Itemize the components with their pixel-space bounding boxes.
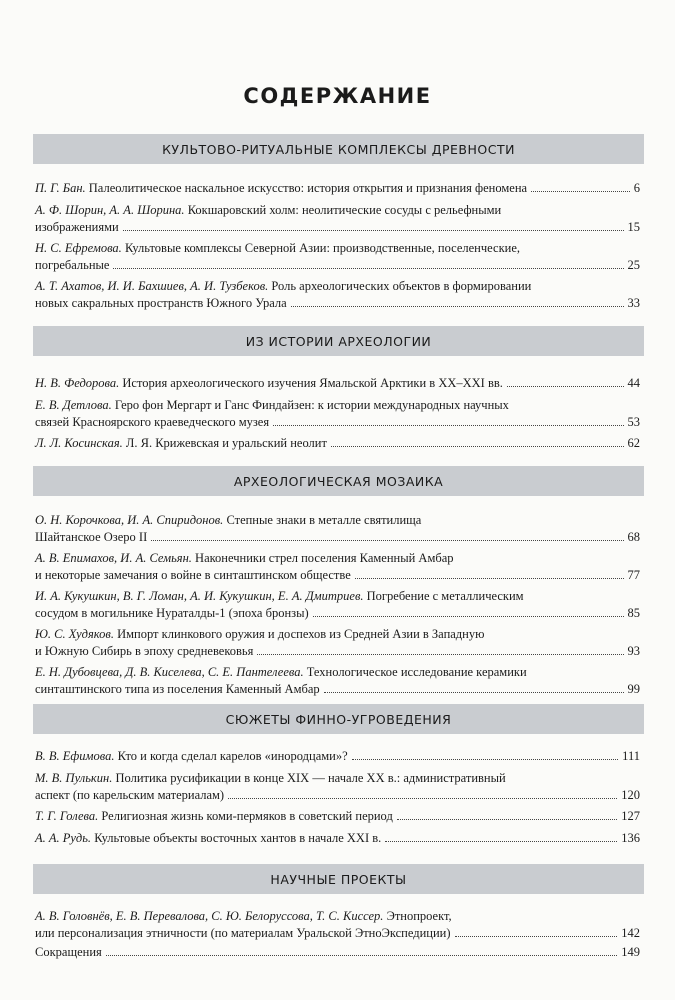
- dot-leader: [313, 616, 624, 617]
- toc-entry[interactable]: [35, 944, 640, 961]
- page-number: 136: [621, 831, 640, 845]
- toc-entry-text: [35, 279, 531, 293]
- toc-entry-title: Этнопроект,: [386, 909, 452, 923]
- toc-entry-title: История археологического изучения Ямальской Арктики в XX–XXI вв.: [122, 376, 503, 390]
- toc-entry-authors: И. А. Кукушкин, В. Г. Ломан, А. И. Кукушкин, Е. А. Дмитриев.: [35, 589, 364, 603]
- toc-entry[interactable]: [35, 435, 640, 452]
- toc-entry-authors: А. В. Головнёв, Е. В. Перевалова, С. Ю. Белоруссова, Т. С. Киссер.: [35, 909, 384, 923]
- toc-entry-title: Религиозная жизнь коми-пермяков в советский период: [101, 809, 393, 823]
- page-number: 149: [621, 945, 640, 959]
- toc-entry[interactable]: [35, 830, 640, 847]
- toc-entry-text: [35, 681, 320, 698]
- toc-entry-title: новых сакральных пространств Южного Урала: [35, 296, 287, 310]
- toc-entry[interactable]: [35, 588, 640, 622]
- toc-entry[interactable]: [35, 770, 640, 804]
- toc-entry[interactable]: [35, 512, 640, 546]
- page-number: 25: [627, 258, 640, 272]
- toc-entry-title: Культовые объекты восточных хантов в начале XXI в.: [94, 831, 382, 845]
- section-heading: ИЗ ИСТОРИИ АРХЕОЛОГИИ: [33, 326, 644, 356]
- toc-entry-title: Роль археологических объектов в формировании: [271, 279, 532, 293]
- toc-entry-authors: Л. Л. Косинская.: [35, 436, 123, 450]
- dot-leader: [113, 268, 623, 269]
- toc-entry-title: Сокращения: [35, 945, 102, 959]
- toc-entry-title: изображениями: [35, 220, 119, 234]
- toc-entry-text: [35, 808, 393, 825]
- toc-entry-authors: А. А. Рудь.: [35, 831, 92, 845]
- dot-leader: [291, 306, 624, 307]
- toc-entry-text: [35, 567, 351, 584]
- dot-leader: [507, 386, 624, 387]
- toc-entry-text: [35, 589, 524, 603]
- toc-entry-line: [35, 397, 640, 414]
- dot-leader: [273, 425, 623, 426]
- toc-entry-authors: Н. В. Федорова.: [35, 376, 120, 390]
- toc-entry-title: Кокшаровский холм: неолитические сосуды с рельефными: [187, 203, 502, 217]
- toc-entry-line: [35, 257, 640, 274]
- toc-entry-line: [35, 529, 640, 546]
- toc-entry-text: [35, 529, 147, 546]
- dot-leader: [352, 759, 619, 760]
- toc-entry-text: [35, 219, 119, 236]
- toc-entry-line: [35, 180, 640, 197]
- toc-entry-text: [35, 375, 503, 392]
- toc-entry-title: сосудом в могильнике Нураталды-1 (эпоха бронзы): [35, 606, 309, 620]
- toc-entry-line: [35, 588, 640, 605]
- section-heading: КУЛЬТОВО-РИТУАЛЬНЫЕ КОМПЛЕКСЫ ДРЕВНОСТИ: [33, 134, 644, 164]
- dot-leader: [324, 692, 624, 693]
- toc-entry-title: Культовые комплексы Северной Азии: производственные, поселенческие,: [124, 241, 520, 255]
- page-number: 93: [627, 644, 640, 658]
- page-number: 127: [621, 809, 640, 823]
- dot-leader: [397, 819, 617, 820]
- toc-entry-authors: О. Н. Корочкова, И. А. Спиридонов.: [35, 513, 224, 527]
- page-number: 85: [627, 606, 640, 620]
- toc-entry-line: [35, 414, 640, 431]
- toc-entry-line: [35, 808, 640, 825]
- toc-entry-title: Степные знаки в металле святилища: [226, 513, 422, 527]
- toc-entry-line: [35, 787, 640, 804]
- page-number: 77: [627, 568, 640, 582]
- toc-entry[interactable]: [35, 664, 640, 698]
- toc-entry-line: [35, 770, 640, 787]
- toc-entry-title: синташтинского типа из поселения Каменный Амбар: [35, 682, 320, 696]
- toc-entry-authors: Т. Г. Голева.: [35, 809, 99, 823]
- toc-entry-title: и некоторые замечания о войне в синташтинском обществе: [35, 568, 351, 582]
- page-number: 62: [627, 436, 640, 450]
- toc-entry[interactable]: [35, 397, 640, 431]
- toc-entry-line: [35, 681, 640, 698]
- toc-entry-title: или персонализация этничности (по материалам Уральской ЭтноЭкспедиции): [35, 926, 451, 940]
- toc-entry-text: [35, 295, 287, 312]
- dot-leader: [151, 540, 623, 541]
- page-number: 6: [633, 181, 640, 195]
- toc-entry-line: [35, 278, 640, 295]
- toc-entry-title: Шайтанское Озеро II: [35, 530, 148, 544]
- toc-entry-title: аспект (по карельским материалам): [35, 788, 225, 802]
- section-heading: АРХЕОЛОГИЧЕСКАЯ МОЗАИКА: [33, 466, 644, 496]
- toc-entry[interactable]: [35, 626, 640, 660]
- toc-entry[interactable]: [35, 550, 640, 584]
- toc-entry-title: Л. Я. Крижевская и уральский неолит: [125, 436, 327, 450]
- dot-leader: [385, 841, 617, 842]
- toc-entry-line: [35, 830, 640, 847]
- toc-entry[interactable]: [35, 375, 640, 392]
- toc-entry[interactable]: [35, 240, 640, 274]
- toc-entry-text: [35, 830, 381, 847]
- toc-entry-title: Геро фон Мергарт и Ганс Финдайзен: к истории международных научных: [114, 398, 509, 412]
- toc-entry-line: [35, 908, 640, 925]
- toc-entry[interactable]: [35, 202, 640, 236]
- toc-entry-title: погребальные: [35, 258, 110, 272]
- toc-entry-text: [35, 257, 109, 274]
- toc-entry-line: [35, 643, 640, 660]
- toc-entry-line: [35, 375, 640, 392]
- toc-entry-text: [35, 643, 253, 660]
- toc-entry[interactable]: [35, 748, 640, 765]
- toc-entry-text: [35, 925, 451, 942]
- dot-leader: [123, 230, 624, 231]
- dot-leader: [531, 191, 630, 192]
- page-number: 142: [621, 926, 640, 940]
- toc-entry[interactable]: [35, 278, 640, 312]
- toc-entry-text: [35, 605, 309, 622]
- toc-entry-line: [35, 567, 640, 584]
- dot-leader: [257, 654, 623, 655]
- toc-entry-text: [35, 414, 269, 431]
- dot-leader: [355, 578, 624, 579]
- toc-entry-title: связей Красноярского краеведческого музея: [35, 415, 270, 429]
- toc-entry-authors: А. Ф. Шорин, А. А. Шорина.: [35, 203, 185, 217]
- toc-entry-line: [35, 664, 640, 681]
- toc-entry[interactable]: [35, 180, 640, 197]
- page-number: 68: [627, 530, 640, 544]
- dot-leader: [455, 936, 618, 937]
- toc-entry-text: [35, 398, 509, 412]
- toc-entry[interactable]: [35, 908, 640, 942]
- toc-entry-line: [35, 748, 640, 765]
- toc-entry-text: [35, 203, 501, 217]
- toc-entry-line: [35, 219, 640, 236]
- toc-entry-text: [35, 513, 421, 527]
- toc-entry-line: [35, 240, 640, 257]
- page-number: 33: [627, 296, 640, 310]
- toc-entry-authors: А. В. Епимахов, И. А. Семьян.: [35, 551, 192, 565]
- toc-entry-title: и Южную Сибирь в эпоху средневековья: [35, 644, 254, 658]
- toc-entry-line: [35, 550, 640, 567]
- toc-entry-line: [35, 512, 640, 529]
- toc-entry-text: [35, 787, 224, 804]
- toc-entry-authors: Е. Н. Дубовцева, Д. В. Киселева, С. Е. Пантелеева.: [35, 665, 304, 679]
- toc-entry-text: [35, 551, 454, 565]
- toc-entry-text: [35, 180, 527, 197]
- page-number: 53: [627, 415, 640, 429]
- toc-entry-text: [35, 241, 520, 255]
- toc-entry-line: [35, 202, 640, 219]
- toc-entry-title: Кто и когда сделал карелов «инородцами»?: [117, 749, 348, 763]
- toc-entry-line: [35, 435, 640, 452]
- toc-entry-text: [35, 909, 452, 923]
- page-number: 111: [622, 749, 640, 763]
- page-title: СОДЕРЖАНИЕ: [243, 84, 432, 108]
- dot-leader: [106, 955, 617, 956]
- toc-entry-text: [35, 771, 506, 785]
- toc-entry-line: [35, 925, 640, 942]
- section-heading: СЮЖЕТЫ ФИННО-УГРОВЕДЕНИЯ: [33, 704, 644, 734]
- page-number: 44: [627, 376, 640, 390]
- toc-entry-title: Наконечники стрел поселения Каменный Амбар: [195, 551, 454, 565]
- toc-entry-line: [35, 605, 640, 622]
- toc-entry-authors: М. В. Пулькин.: [35, 771, 113, 785]
- toc-entry-text: [35, 944, 102, 961]
- toc-entry-title: Палеолитическое наскальное искусство: история открытия и признания феномена: [88, 181, 528, 195]
- section-heading: НАУЧНЫЕ ПРОЕКТЫ: [33, 864, 644, 894]
- toc-entry-line: [35, 944, 640, 961]
- toc-entry-authors: Н. С. Ефремова.: [35, 241, 122, 255]
- toc-entry-authors: П. Г. Бан.: [35, 181, 86, 195]
- toc-entry-title: Технологическое исследование керамики: [306, 665, 527, 679]
- dot-leader: [331, 446, 624, 447]
- toc-entry-title: Политика русификации в конце XIX — начале XX в.: административный: [115, 771, 506, 785]
- page-number: 99: [627, 682, 640, 696]
- toc-entry-text: [35, 627, 484, 641]
- toc-entry-title: Погребение с металлическим: [366, 589, 524, 603]
- toc-entry-text: [35, 435, 327, 452]
- toc-entry-authors: В. В. Ефимова.: [35, 749, 115, 763]
- page-number: 120: [621, 788, 640, 802]
- toc-entry-authors: Е. В. Детлова.: [35, 398, 112, 412]
- toc-entry-title: Импорт клинкового оружия и доспехов из Средней Азии в Западную: [117, 627, 485, 641]
- toc-entry[interactable]: [35, 808, 640, 825]
- toc-entry-text: [35, 665, 527, 679]
- dot-leader: [228, 798, 617, 799]
- toc-entry-line: [35, 295, 640, 312]
- toc-entry-line: [35, 626, 640, 643]
- toc-entry-text: [35, 748, 348, 765]
- toc-entry-authors: Ю. С. Худяков.: [35, 627, 114, 641]
- page-number: 15: [627, 220, 640, 234]
- toc-entry-authors: А. Т. Ахатов, И. И. Бахшиев, А. И. Тузбеков.: [35, 279, 269, 293]
